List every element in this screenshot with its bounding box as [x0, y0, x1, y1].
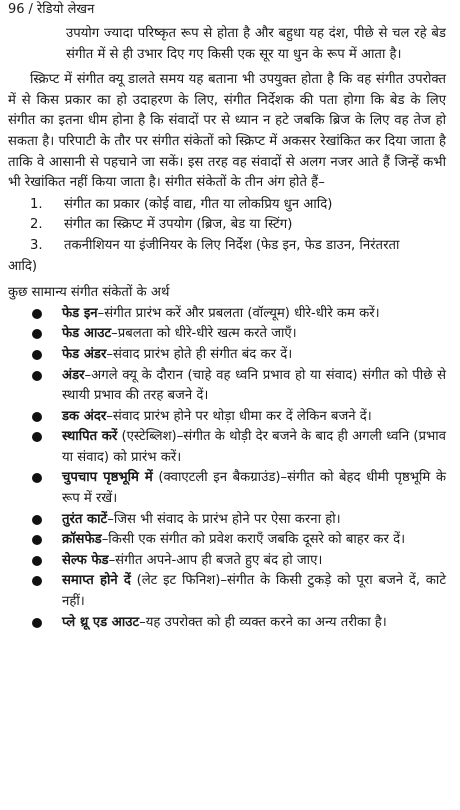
bullet-icon	[32, 329, 42, 339]
main-paragraph: स्क्रिप्ट में संगीत क्यू डालते समय यह बताना भी उपयुक्त होता है कि वह संगीत उपरोक्त में से किस प्रकार का हो उदाहरण के लिए, संगीत निर्देशक की पता होगा कि बेड के लिए संगीत का इतना धीम होना है कि संवादों पर से ध्यान न हटे जबकि ब्रिज के लिए वह तेज हो सकता है। परिपाटी के तौर पर संगीत संकेतों को स्क्रिप्ट में अकसर रेखांकित कर दिया जाता है ताकि वे आसानी से पहचाने जा सकें। इस तरह वह संवादों से अलग नजर आते हैं जिन्हें कभी भी रेखांकित नहीं किया जाता है। संगीत संकेतों के तीन अंग होते हैं–	[8, 72, 446, 191]
header-separator: /	[28, 2, 33, 17]
bullet-item	[8, 407, 446, 428]
bullet-icon	[32, 556, 42, 566]
bullet-icon	[32, 432, 42, 442]
cue-description: –संगीत अपने-आप ही बजते हुए बंद हो जाए।	[108, 552, 323, 568]
bullet-item	[8, 304, 446, 325]
bullet-item	[8, 613, 446, 634]
item-text: संगीत का स्क्रिप्ट में उपयोग (ब्रिज, बेड या स्टिंग)	[64, 217, 293, 233]
cue-description: (एस्टेब्लिश)–संगीत के थोड़ी देर बजने के बाद ही अगली ध्वनि (प्रभाव या संवाद) को प्रारंभ करें।	[62, 429, 446, 465]
bullet-icon	[32, 350, 42, 360]
item-text: संगीत का प्रकार (कोई वाद्य, गीत या लोकप्रिय धुन आदि)	[64, 196, 333, 212]
cue-description: –संवाद प्रारंभ होने पर थोड़ा धीमा कर दें लेकिन बजने दें।	[106, 408, 372, 424]
item-text: तकनीशियन या इंजीनियर के लिए निर्देश (फेड इन, फेड डाउन, निरंतरता	[64, 237, 400, 253]
cue-term: स्थापित करें	[62, 429, 118, 445]
bullet-icon	[32, 309, 42, 319]
bullet-item	[8, 366, 446, 407]
bullet-item	[8, 530, 446, 551]
bullet-icon	[32, 371, 42, 381]
intro-continuation: उपयोग ज्यादा परिष्कृत रूप से होता है और बहुधा यह दंश, पीछे से चल रहे बेड संगीत में से ही उभार दिए गए किसी एक सूर या धुन के रूप में आता है।	[66, 26, 446, 62]
item-number: 2.	[30, 217, 43, 233]
cue-description: –यह उपरोक्त को ही व्यक्त करने का अन्य तरीका है।	[139, 614, 387, 630]
cue-term: फेड अंडर	[62, 346, 107, 362]
cue-term: अंडर	[62, 367, 85, 383]
book-title: रेडियो लेखन	[36, 2, 95, 17]
cue-description: (लेट इट फिनिश)–संगीत के किसी टुकड़े को पूरा बजने दें, काटे नहीं।	[62, 573, 446, 610]
numbered-item-continuation: आदि)	[8, 258, 38, 274]
page-header	[8, 0, 446, 18]
cue-term: क्रॉसफेड	[62, 532, 102, 548]
bullet-item	[8, 571, 446, 612]
item-number: 3.	[30, 237, 43, 253]
cue-description: –किसी एक संगीत को प्रवेश कराएँ जबकि दूसरे को बाहर कर दें।	[101, 532, 406, 548]
section-subheading: कुछ सामान्य संगीत संकेतों के अर्थ	[8, 285, 170, 301]
cue-term: समाप्त होने दें	[62, 573, 131, 589]
bullet-item	[8, 468, 446, 509]
numbered-item	[8, 236, 446, 257]
cue-description: –जिस भी संवाद के प्रारंभ होने पर ऐसा करना हो।	[107, 511, 341, 527]
bullet-item	[8, 345, 446, 366]
cue-term: फेड आउट	[62, 326, 112, 342]
cue-description: –अगले क्यू के दौरान (चाहे वह ध्वनि प्रभाव हो या संवाद) संगीत को पीछे से स्थायी प्रभाव की तरह बजने दें।	[62, 367, 446, 404]
cue-term: सेल्फ फेड	[62, 552, 109, 568]
cue-term: फेड इन	[62, 305, 98, 321]
numbered-item	[8, 215, 446, 236]
cue-description: (क्वाएटली इन बैकग्राउंड)–संगीत को बेहद धीमी पृष्ठभूमि के रूप में रखें।	[62, 470, 446, 507]
bullet-icon	[32, 618, 42, 628]
item-number: 1.	[30, 196, 43, 212]
cue-description: –संवाद प्रारंभ होते ही संगीत बंद कर दें।	[106, 346, 293, 362]
numbered-list	[8, 195, 446, 277]
cue-description: –संगीत प्रारंभ करें और प्रबलता (वॉल्यूम) धीरे-धीरे कम करें।	[97, 305, 380, 321]
bullet-icon	[32, 412, 42, 422]
bullet-icon	[32, 576, 42, 586]
bullet-item	[8, 510, 446, 531]
cue-term: चुपचाप पृष्ठभूमि में	[62, 470, 153, 486]
bullet-icon	[32, 473, 42, 483]
cue-term: तुरंत काटें	[62, 511, 108, 527]
bullet-item	[8, 551, 446, 572]
bullet-item	[8, 324, 446, 345]
cue-term: प्ले थ्रू एड आउट	[62, 614, 140, 630]
music-cue-list	[8, 304, 446, 634]
numbered-item	[8, 195, 446, 216]
page-number: 96	[8, 2, 25, 17]
cue-term: डक अंदर	[62, 408, 107, 424]
cue-description: –प्रबलता को धीरे-धीरे खत्म करते जाएँ।	[111, 326, 297, 342]
bullet-icon	[32, 535, 42, 545]
bullet-icon	[32, 515, 42, 525]
bullet-item	[8, 427, 446, 468]
